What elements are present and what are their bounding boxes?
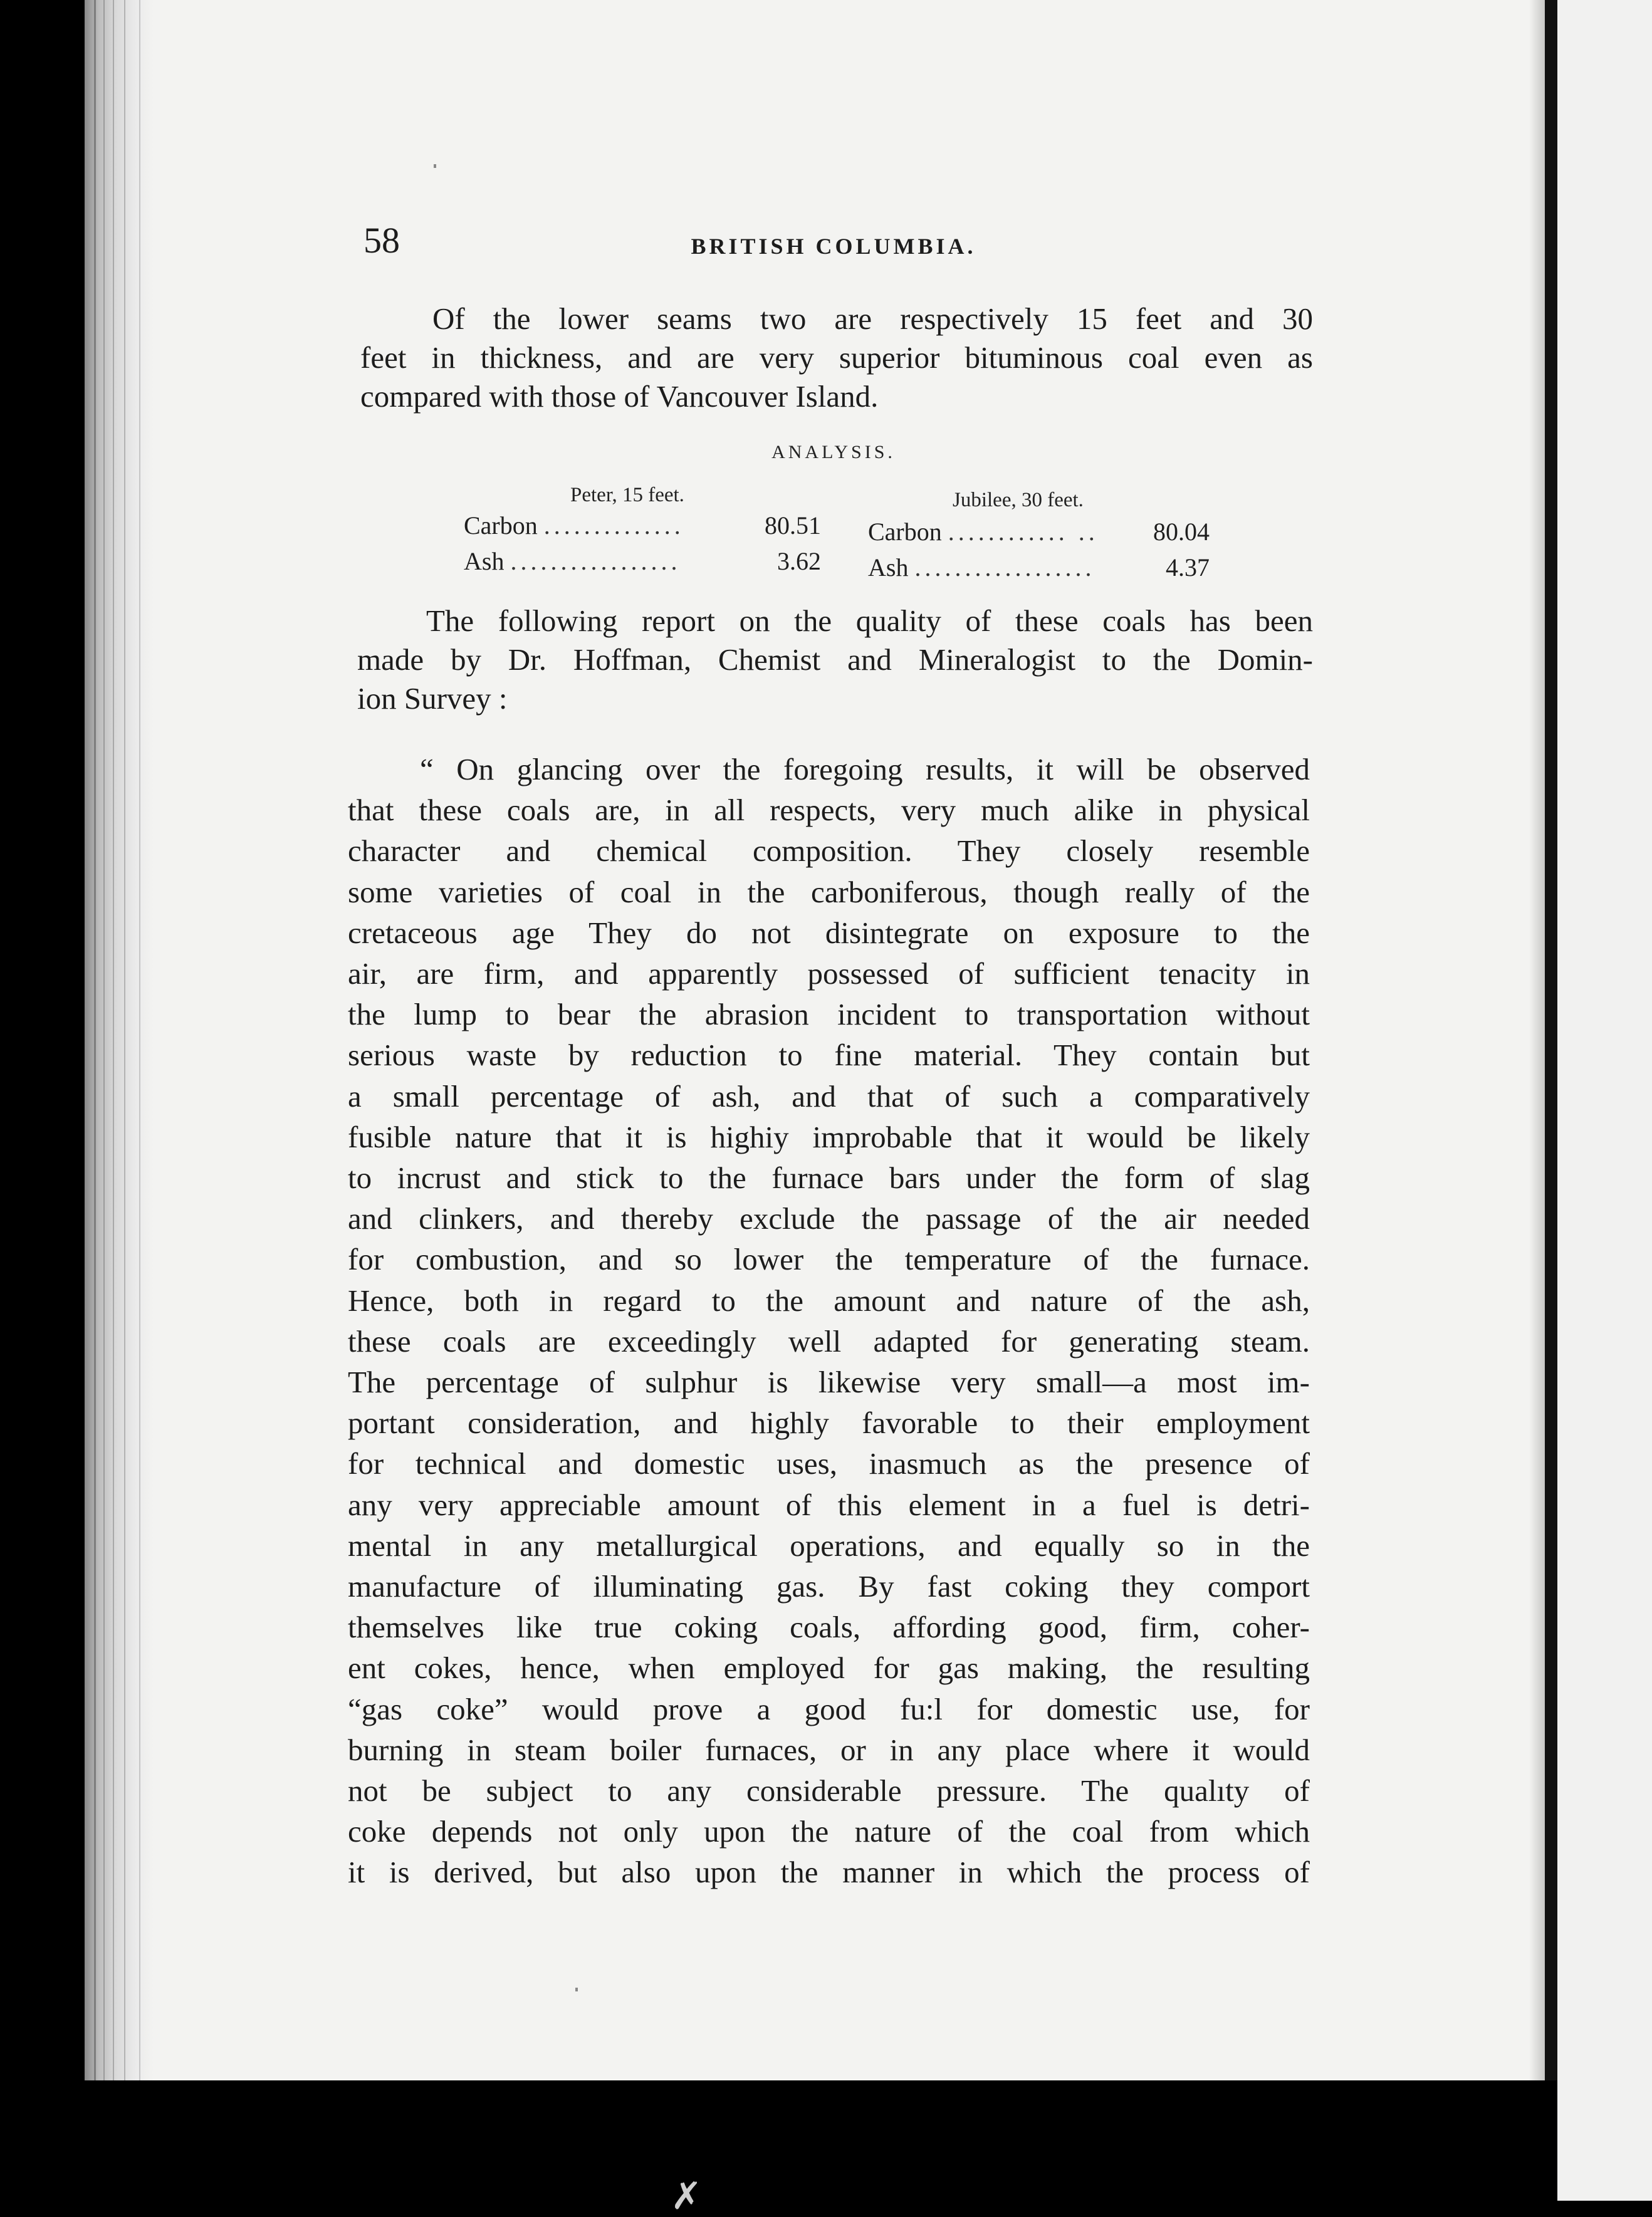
- analysis-title: ANALYSIS.: [771, 442, 896, 462]
- text-line: a small percentage of ash, and that of such a comparatively: [348, 1078, 1310, 1114]
- text-line: any very appreciable amount of this element in a fuel is detri-: [348, 1487, 1310, 1522]
- text-line: to incrust and stick to the furnace bars under the form of slag: [348, 1161, 1310, 1196]
- text-line: coke depends not only upon the nature of the coal from which: [348, 1814, 1310, 1849]
- text-line: burning in steam boiler furnaces, or in any place where it would: [348, 1732, 1310, 1767]
- text-line: portant consideration, and highly favorable to their employment: [348, 1406, 1310, 1441]
- column-heading: Jubilee, 30 feet.: [953, 489, 1084, 511]
- analysis-value: 4.37: [1166, 553, 1210, 582]
- text-line: these coals are exceedingly well adapted for generating steam.: [348, 1323, 1310, 1359]
- analysis-label: Ash: [868, 553, 909, 582]
- text-line: and clinkers, and thereby exclude the passage of the air needed: [348, 1201, 1310, 1236]
- binding-edge-line: [103, 0, 105, 2080]
- text-line: The percentage of sulphur is likewise very small—a most im-: [348, 1365, 1310, 1400]
- scan-background: [0, 2080, 1557, 2201]
- text-line: themselves like true coking coals, affording good, firm, coher-: [348, 1610, 1310, 1645]
- leader-dots: ..................: [914, 553, 1095, 582]
- report-intro-paragraph: [357, 602, 1313, 718]
- text-line: made by Dr. Hoffman, Chemist and Mineralogist to the Domin-: [357, 642, 1313, 677]
- column-heading: Peter, 15 feet.: [570, 484, 684, 506]
- binding-edge-line: [124, 0, 125, 2080]
- text-line: the lump to bear the abrasion incident to transportation without: [348, 997, 1310, 1032]
- running-head: BRITISH COLUMBIA.: [691, 234, 976, 259]
- text-line: “ On glancing over the foregoing results, it will be observed: [420, 752, 1310, 786]
- analysis-row: [868, 553, 1210, 582]
- text-line: serious waste by reduction to fine material. They contain but: [348, 1038, 1310, 1073]
- analysis-label: Carbon: [464, 511, 538, 540]
- page-header: [338, 219, 1329, 269]
- text-line: The following report on the quality of these coals has been: [426, 603, 1313, 638]
- text-line: that these coals are, in all respects, very much alike in physical: [348, 793, 1310, 828]
- gutter-shadow: [1529, 0, 1545, 2080]
- text-line: feet in thickness, and are very superior bituminous coal even as: [360, 340, 1313, 375]
- binding-edge-line: [94, 0, 96, 2080]
- analysis-label: Carbon: [868, 518, 942, 546]
- text-line: Hence, both in regard to the amount and nature of the ash,: [348, 1283, 1310, 1318]
- quoted-report: [348, 749, 1310, 1893]
- text-line: mental in any metallurgical operations, and equally so in the: [348, 1528, 1310, 1563]
- text-line: cretaceous age They do not disintegrate on exposure to the: [348, 915, 1310, 950]
- analysis-value: 80.04: [1153, 518, 1210, 546]
- text-line: “gas coke” would prove a good fu:l for domestic use, for: [348, 1691, 1310, 1726]
- text-line: not be subject to any considerable pressure. The qualıty of: [348, 1773, 1310, 1808]
- text-line: for technical and domestic uses, inasmuch as the presence of: [348, 1446, 1310, 1481]
- analysis-label: Ash: [464, 547, 504, 575]
- scan-mark: ✗: [671, 2176, 703, 2217]
- page-speck: [575, 1988, 578, 1991]
- page-number: 58: [363, 220, 400, 261]
- intro-paragraph: [360, 300, 1313, 416]
- facing-page-edge: [1557, 0, 1652, 2201]
- text-line: character and chemical composition. They closely resemble: [348, 833, 1310, 869]
- leader-dots: .................: [510, 547, 681, 575]
- text-line: air, are firm, and apparently possessed of sufficient tenacity in: [348, 956, 1310, 991]
- binding-edge-line: [113, 0, 114, 2080]
- analysis-value: 80.51: [765, 511, 821, 540]
- page-right-edge: [1545, 0, 1557, 2080]
- leader-dots: ............ ..: [948, 518, 1099, 546]
- binding-edge-line: [139, 0, 140, 2080]
- text-line: some varieties of coal in the carboniferous, though really of the: [348, 874, 1310, 909]
- analysis-row: [464, 511, 821, 540]
- text-line: fusible nature that it is highiy improbable that it would be likely: [348, 1119, 1310, 1154]
- analysis-row: [868, 517, 1210, 546]
- text-line: Of the lower seams two are respectively 15 feet and 30: [432, 301, 1313, 336]
- text-line: it is derived, but also upon the manner in which the process of: [348, 1855, 1310, 1890]
- leader-dots: ..............: [543, 511, 684, 540]
- text-line: ent cokes, hence, when employed for gas making, the resulting: [348, 1651, 1310, 1686]
- text-line: manufacture of illuminating gas. By fast coking they comport: [348, 1569, 1310, 1604]
- text-line: compared with those of Vancouver Island.: [360, 379, 879, 414]
- analysis-row: [464, 546, 821, 576]
- analysis-value: 3.62: [777, 547, 821, 575]
- text-line: for combustion, and so lower the temperature of the furnace.: [348, 1242, 1310, 1277]
- page-speck: [434, 164, 436, 168]
- text-line: ion Survey :: [357, 681, 508, 716]
